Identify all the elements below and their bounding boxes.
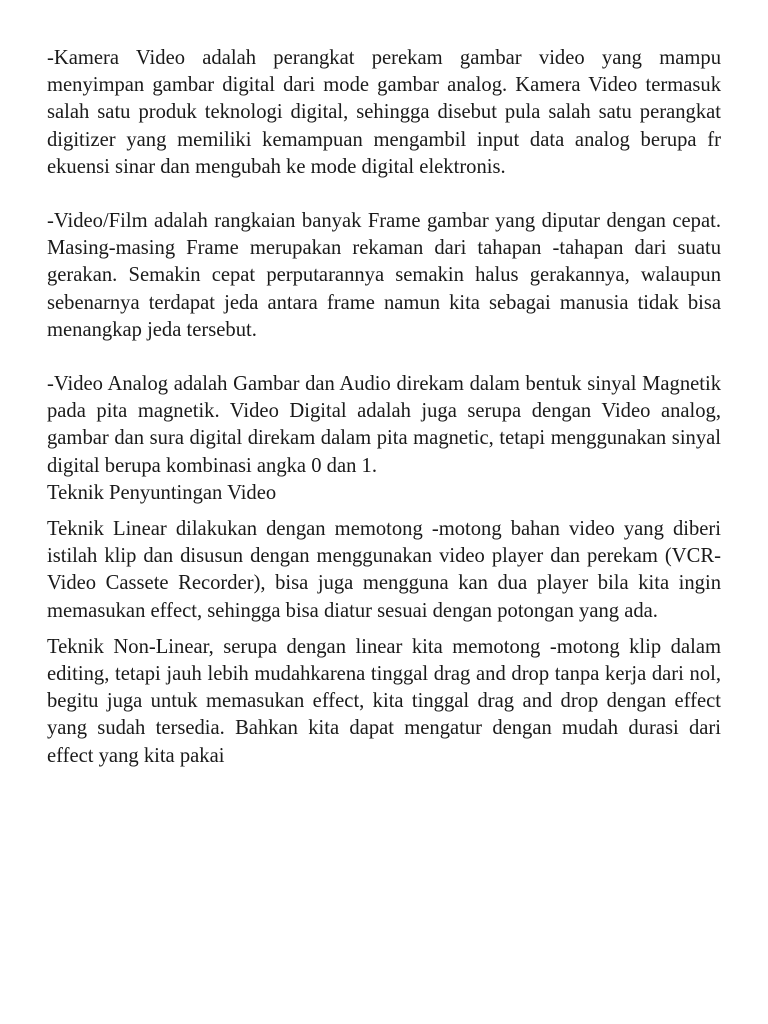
paragraph-video-film: -Video/Film adalah rangkaian banyak Frame gambar yang diputar dengan cepat. Masing-masing Frame merupakan rekaman dari tahapan -tahapan dari suatu gerakan. Semakin cepat perputarannya semakin halus gerakannya, walaupun sebenarnya terdapat jeda antara frame namun kita sebagai manusia tidak bisa menangkap jeda tersebut.	[47, 210, 721, 341]
paragraph-teknik-non-linear: Teknik Non-Linear, serupa dengan linear kita memotong -motong klip dalam editing, tetapi jauh lebih mudahkarena tinggal drag and drop tanpa kerja dari nol, begitu juga untuk memasukan effect, kita tinggal drag and drop dengan effect yang sudah tersedia. Bahkan kita dapat mengatur dengan mudah durasi dari effect yang kita pakai	[47, 635, 721, 767]
section-heading: Teknik Penyuntingan Video	[47, 481, 277, 504]
paragraph-teknik-linear: Teknik Linear dilakukan dengan memotong -motong bahan video yang diberi istilah klip dan disusun dengan menggunakan video player dan perekam (VCR-Video Cassete Recorder), bisa juga mengguna kan dua player bila kita ingin memasukan effect, sehingga bisa diatur sesuai dengan potongan yang ada.	[47, 518, 721, 622]
paragraph-video-analog: -Video Analog adalah Gambar dan Audio direkam dalam bentuk sinyal Magnetik pada pita magnetik. Video Digital adalah juga serupa dengan Video analog, gambar dan sura digital direkam dalam pita magnetic, tetapi menggunakan sinyal digital berupa kombinasi angka 0 dan 1.	[47, 373, 721, 477]
document-page	[47, 45, 721, 770]
paragraph-kamera-video: -Kamera Video adalah perangkat perekam gambar video yang mampu menyimpan gambar digital dari mode gambar analog. Kamera Video termasuk salah satu produk teknologi digital, sehingga disebut pula salah satu perangkat digitizer yang memiliki kemampuan mengambil input data analog berupa fr ekuensi sinar dan mengubah ke mode digital elektronis.	[47, 47, 721, 178]
